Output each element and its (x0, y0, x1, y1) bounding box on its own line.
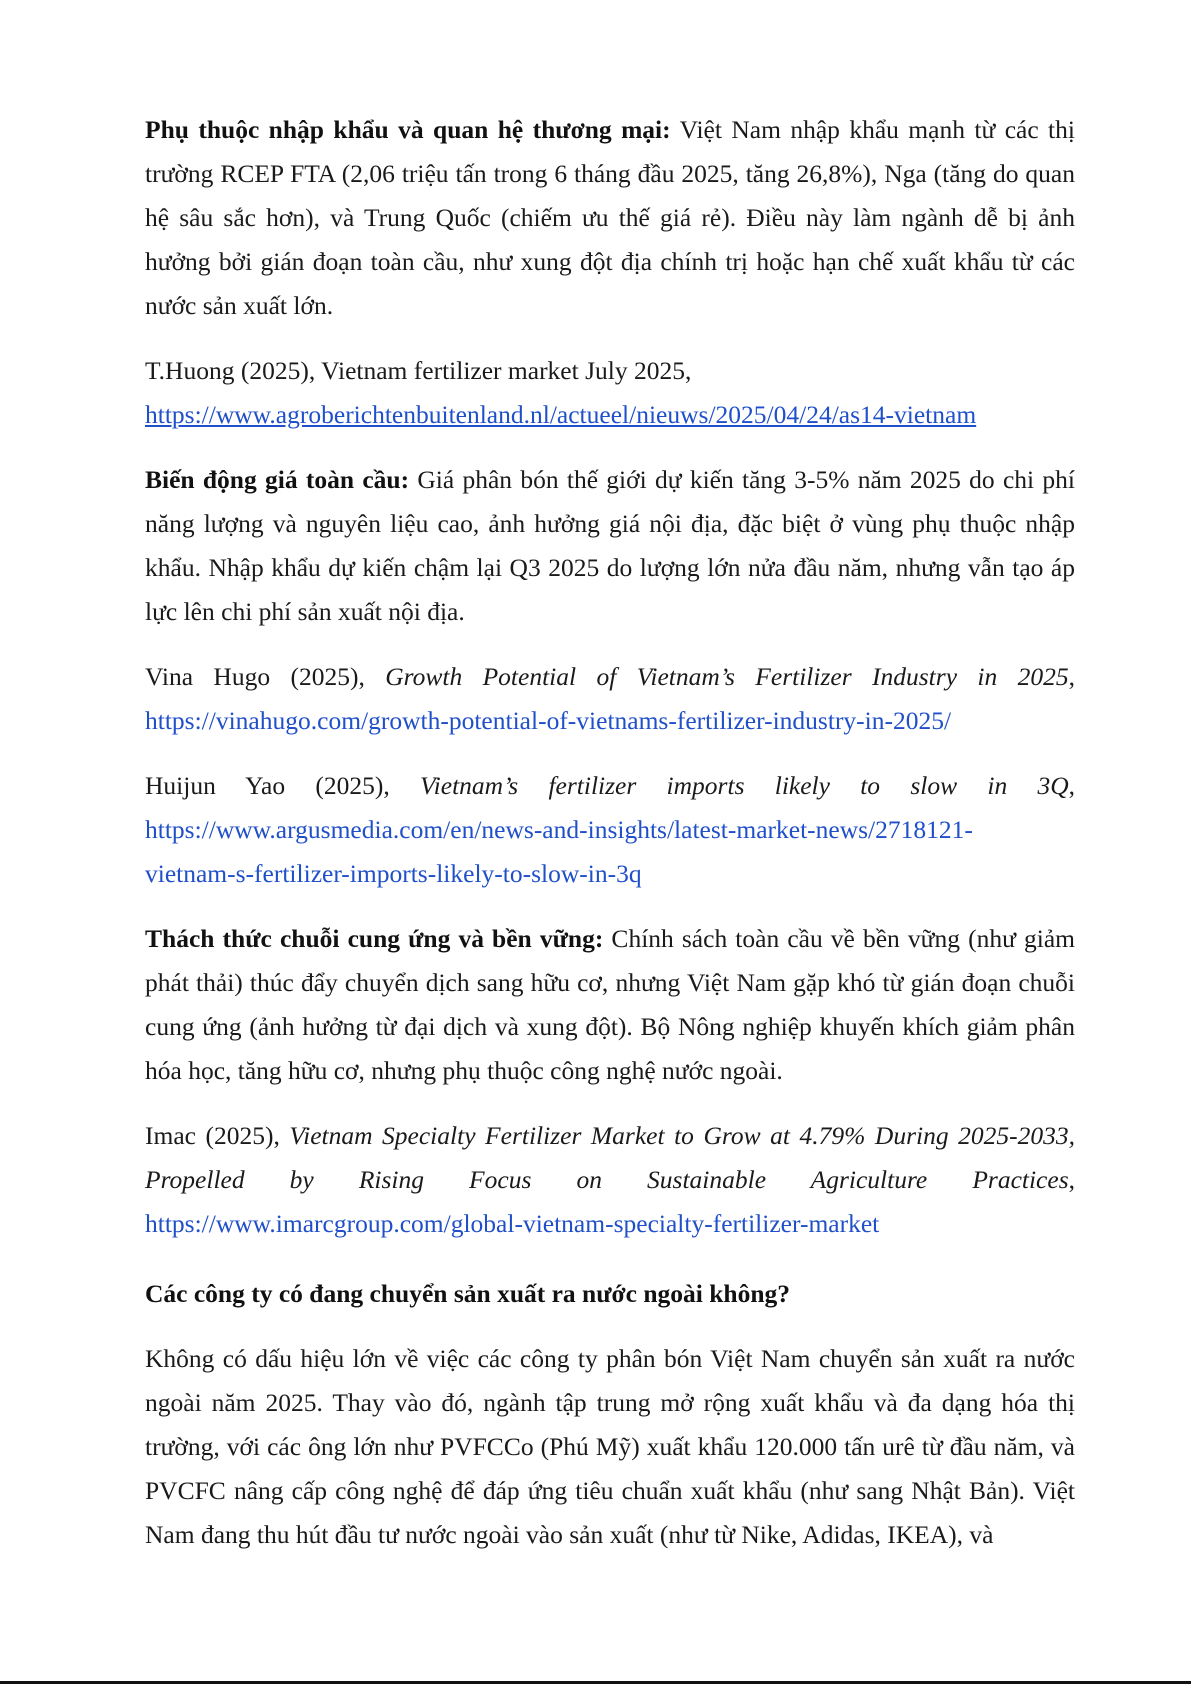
reference-argus-link-part1[interactable]: https://www.argusmedia.com/en/news-and-insights/latest-market-news/2718121- (145, 815, 973, 844)
heading-global-prices: Biến động giá toàn cầu: (145, 465, 410, 494)
reference-argus: Huijun Yao (2025), Vietnam’s fertilizer imports likely to slow in 3Q, (145, 771, 1075, 800)
reference-thuong (145, 349, 1075, 437)
reference-imac: Imac (2025), Vietnam Specialty Fertilizer Market to Grow at 4.79% During 2025-2033, Propelled by Rising Focus on Sustainable Agriculture Practices, (145, 1121, 1076, 1194)
reference-vinahugo-link[interactable]: https://vinahugo.com/growth-potential-of-vietnams-fertilizer-industry-in-2025/ (145, 706, 952, 735)
heading-supply-chain: Thách thức chuỗi cung ứng và bền vững: (145, 924, 604, 953)
text-supply-chain: Chính sách toàn cầu về bền vững (như giảm phát thải) thúc đẩy chuyển dịch sang hữu cơ, nhưng Việt Nam gặp khó từ gián đoạn chuỗi cung ứng (ảnh hưởng từ đại dịch và xung đột). Bộ Nông nghiệp khuyến khích giảm phân hóa học, tăng hữu cơ, nhưng phụ thuộc công nghệ nước ngoài. (145, 924, 1075, 1085)
paragraph-offshoring: Không có dấu hiệu lớn về việc các công ty phân bón Việt Nam chuyển sản xuất ra nước ngoài năm 2025. Thay vào đó, ngành tập trung mở rộng xuất khẩu và đa dạng hóa thị trường, với các ông lớn như PVFCCo (Phú Mỹ) xuất khẩu 120.000 tấn urê từ đầu năm, và PVCFC nâng cấp công nghệ để đáp ứng tiêu chuẩn xuất khẩu (như sang Nhật Bản). Việt Nam đang thu hút đầu tư nước ngoài vào sản xuất (như từ Nike, Adidas, IKEA), và (145, 1344, 1075, 1549)
reference-thuong-link[interactable]: https://www.agroberichtenbuitenland.nl/actueel/nieuws/2025/04/24/as14-vietnam (145, 400, 977, 429)
reference-thuong-text: T.Huong (2025), Vietnam fertilizer market July 2025, (145, 356, 692, 385)
reference-argus-link-row (145, 808, 1075, 896)
reference-vinahugo-author: Vina Hugo (2025), (145, 662, 365, 691)
reference-vinahugo-link-row (145, 699, 1075, 743)
text-global-prices: Giá phân bón thế giới dự kiến tăng 3-5% năm 2025 do chi phí năng lượng và nguyên liệu cao, ảnh hưởng giá nội địa, đặc biệt ở vùng phụ thuộc nhập khẩu. Nhập khẩu dự kiến chậm lại Q3 2025 do lượng lớn nửa đầu năm, nhưng vẫn tạo áp lực lên chi phí sản xuất nội địa. (145, 465, 1075, 626)
heading-import-dependence: Phụ thuộc nhập khẩu và quan hệ thương mại: (145, 115, 671, 144)
reference-imac-link[interactable]: https://www.imarcgroup.com/global-vietnam-specialty-fertilizer-market (145, 1209, 880, 1238)
reference-imac-link-row (145, 1202, 1075, 1246)
paragraph-global-prices (145, 458, 1075, 634)
heading-offshoring: Các công ty có đang chuyển sản xuất ra nước ngoài không? (145, 1279, 791, 1308)
paragraph-supply-chain (145, 917, 1075, 1093)
paragraph-import-dependence (145, 108, 1075, 328)
section-heading-offshoring (145, 1272, 1075, 1316)
reference-argus-author: Huijun Yao (2025), (145, 771, 390, 800)
reference-argus-link-part2[interactable]: vietnam-s-fertilizer-imports-likely-to-slow-in-3q (145, 859, 642, 888)
page-bottom-edge (0, 1681, 1191, 1684)
text-import-dependence: Việt Nam nhập khẩu mạnh từ các thị trường RCEP FTA (2,06 triệu tấn trong 6 tháng đầu 2025, tăng 26,8%), Nga (tăng do quan hệ sâu sắc hơn), và Trung Quốc (chiếm ưu thế giá rẻ). Điều này làm ngành dễ bị ảnh hưởng bởi gián đoạn toàn cầu, như xung đột địa chính trị hoặc hạn chế xuất khẩu từ các nước sản xuất lớn. (145, 115, 1075, 320)
reference-imac-author: Imac (2025), (145, 1121, 280, 1150)
reference-vinahugo: Vina Hugo (2025), Growth Potential of Vietnam’s Fertilizer Industry in 2025, (145, 662, 1076, 691)
reference-imac-title: Vietnam Specialty Fertilizer Market to Grow at 4.79% During 2025-2033, Propelled by Rising Focus on Sustainable Agriculture Practices (145, 1121, 1076, 1194)
document-page (145, 108, 1075, 1557)
reference-argus-title: Vietnam’s fertilizer imports likely to slow in 3Q (419, 771, 1069, 800)
reference-vinahugo-title: Growth Potential of Vietnam’s Fertilizer Industry in 2025 (385, 662, 1069, 691)
